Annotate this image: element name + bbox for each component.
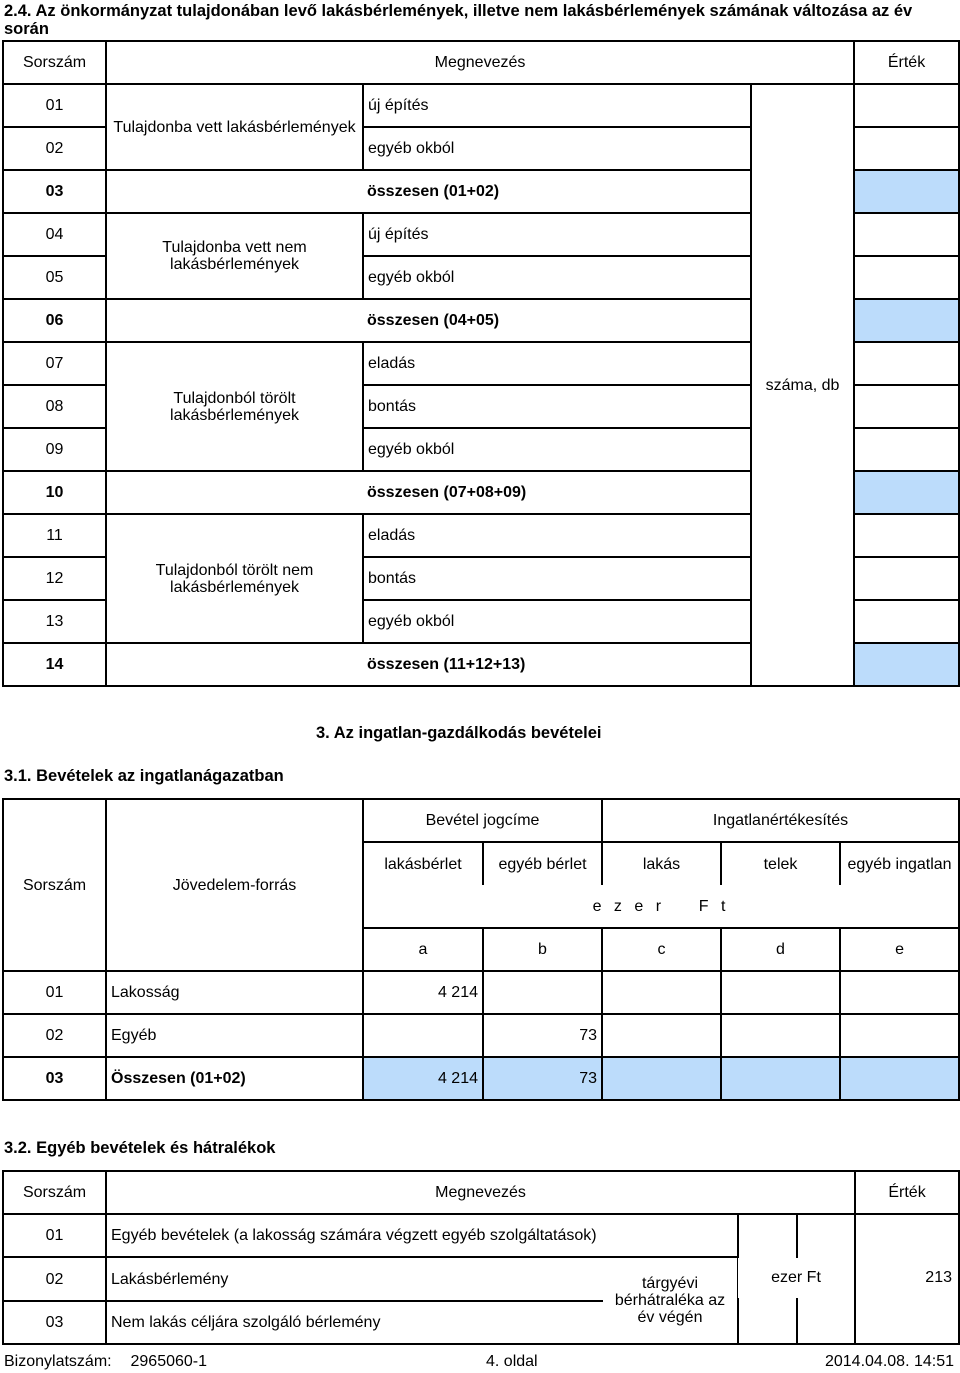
- bizonylat-number: 2965060-1: [130, 1353, 208, 1370]
- row-label: egyéb okból: [363, 256, 751, 299]
- value-cell-e[interactable]: [840, 1014, 959, 1057]
- row-number: 01: [3, 1214, 106, 1257]
- col-letter-b: b: [483, 928, 602, 971]
- row-label: egyéb okból: [363, 428, 751, 471]
- subsection-title-3-2: 3.2. Egyéb bevételek és hátralékok: [4, 1139, 276, 1157]
- group-label: Tulajdonba vett lakásbérlemények: [106, 84, 363, 170]
- value-cell-d[interactable]: [721, 971, 840, 1014]
- header-lakas: lakás: [602, 842, 721, 885]
- row-number: 10: [3, 471, 106, 514]
- row-label: egyéb okból: [363, 127, 751, 170]
- header-ertek: Érték: [855, 1171, 959, 1214]
- page-number: 4: [486, 1353, 495, 1370]
- value-cell[interactable]: [854, 342, 959, 385]
- value-cell-a[interactable]: [363, 1014, 483, 1057]
- row-label: bontás: [363, 557, 751, 600]
- row-number: 13: [3, 600, 106, 643]
- value-cell[interactable]: [854, 514, 959, 557]
- row-label: eladás: [363, 342, 751, 385]
- value-cell-c[interactable]: [602, 971, 721, 1014]
- row-number: 07: [3, 342, 106, 385]
- row-number: 01: [3, 84, 106, 127]
- value-cell-e[interactable]: [840, 1057, 959, 1100]
- header-telek: telek: [721, 842, 840, 885]
- row-label: új építés: [363, 84, 751, 127]
- row-label: Lakosság: [106, 971, 363, 1014]
- value-cell[interactable]: [854, 643, 959, 686]
- footer-timestamp: 2014.04.08. 14:51: [824, 1353, 954, 1370]
- header-ertek: Érték: [854, 41, 959, 84]
- table-row: [3, 971, 959, 1014]
- value-cell[interactable]: [854, 600, 959, 643]
- header-unit: e z e r F t: [363, 885, 959, 928]
- header-ertekesites: Ingatlanértékesítés: [602, 799, 959, 842]
- page-suffix: . oldal: [494, 1353, 538, 1370]
- row-number: 02: [3, 1014, 106, 1057]
- value-cell[interactable]: [854, 557, 959, 600]
- row-label: Összesen (01+02): [106, 1057, 363, 1100]
- value-cell[interactable]: [854, 428, 959, 471]
- row-label: új építés: [363, 213, 751, 256]
- value-cell[interactable]: [854, 385, 959, 428]
- bizonylat-label: Bizonylatszám:: [4, 1353, 112, 1370]
- value-cell-b[interactable]: 73: [483, 1014, 602, 1057]
- footer-page: [486, 1353, 538, 1371]
- unit-label: száma, db: [751, 84, 854, 686]
- value-cell[interactable]: [854, 84, 959, 127]
- header-egyeb-berlet: egyéb bérlet: [483, 842, 602, 885]
- header-sorszam: Sorszám: [3, 799, 106, 971]
- footer-left: [4, 1353, 207, 1371]
- group-label: Tulajdonból törölt nem lakásbérlemények: [106, 514, 363, 643]
- value-cell-b[interactable]: 73: [483, 1057, 602, 1100]
- value-cell[interactable]: [854, 170, 959, 213]
- value-cell-d[interactable]: [721, 1057, 840, 1100]
- value-cell[interactable]: [854, 256, 959, 299]
- revenue-table: [2, 798, 960, 1101]
- row-number: 06: [3, 299, 106, 342]
- row-label: összesen (11+12+13): [363, 643, 751, 686]
- col-letter-a: a: [363, 928, 483, 971]
- row-number: 09: [3, 428, 106, 471]
- header-sorszam: Sorszám: [3, 41, 106, 84]
- header-sorszam: Sorszám: [3, 1171, 106, 1214]
- row-label: összesen (01+02): [363, 170, 751, 213]
- table-row: [3, 1014, 959, 1057]
- hatralek-label: tárgyévi bérhátraléka az év végén: [603, 1257, 738, 1344]
- value-cell-d[interactable]: [721, 1014, 840, 1057]
- row-number: 03: [3, 1057, 106, 1100]
- row-label: Egyéb: [106, 1014, 363, 1057]
- page-title: 2.4. Az önkormányzat tulajdonában levő lakásbérlemények, illetve nem lakásbérlemények számának változása az év során: [4, 2, 913, 38]
- col-letter-d: d: [721, 928, 840, 971]
- row-number: 03: [3, 170, 106, 213]
- header-jogcim: Bevétel jogcíme: [363, 799, 602, 842]
- row-number: 05: [3, 256, 106, 299]
- value-cell-a[interactable]: 4 214: [363, 1057, 483, 1100]
- group-label: Tulajdonból törölt lakásbérlemények: [106, 342, 363, 471]
- row-label: összesen (07+08+09): [363, 471, 751, 514]
- table-row: [3, 1057, 959, 1100]
- row-number: 01: [3, 971, 106, 1014]
- header-megnevezes: Megnevezés: [106, 1171, 855, 1214]
- header-lakasberlet: lakásbérlet: [363, 842, 483, 885]
- value-cell[interactable]: [854, 213, 959, 256]
- header-megnevezes: Megnevezés: [106, 41, 854, 84]
- header-forras: Jövedelem-forrás: [106, 799, 363, 971]
- row-label: bontás: [363, 385, 751, 428]
- header-egyeb-ingatlan: egyéb ingatlan: [840, 842, 959, 885]
- row-label: Lakásbérlemény: [106, 1257, 603, 1301]
- row-number: 14: [3, 643, 106, 686]
- row-number: 02: [3, 1257, 106, 1301]
- unit-label: ezer Ft: [738, 1258, 854, 1298]
- table-row: [3, 1214, 959, 1257]
- row-number: 08: [3, 385, 106, 428]
- section-title: 3. Az ingatlan-gazdálkodás bevételei: [316, 724, 602, 742]
- value-cell-a[interactable]: 4 214: [363, 971, 483, 1014]
- value-cell[interactable]: 213: [856, 1258, 956, 1298]
- value-cell[interactable]: [854, 127, 959, 170]
- group-label: Tulajdonba vett nem lakásbérlemények: [106, 213, 363, 299]
- row-label: eladás: [363, 514, 751, 557]
- row-number: 12: [3, 557, 106, 600]
- value-cell-b[interactable]: [483, 971, 602, 1014]
- table-row: [3, 84, 959, 127]
- subsection-title-3-1: 3.1. Bevételek az ingatlanágazatban: [4, 767, 284, 785]
- value-cell-c[interactable]: [602, 1057, 721, 1100]
- row-number: 02: [3, 127, 106, 170]
- housing-change-table: [2, 40, 960, 687]
- row-label: Egyéb bevételek (a lakosság számára végzett egyéb szolgáltatások): [106, 1214, 738, 1257]
- value-cell-e[interactable]: [840, 971, 959, 1014]
- col-letter-e: e: [840, 928, 959, 971]
- col-letter-c: c: [602, 928, 721, 971]
- row-number: 11: [3, 514, 106, 557]
- value-cell[interactable]: [854, 299, 959, 342]
- row-number: 04: [3, 213, 106, 256]
- value-cell[interactable]: [854, 471, 959, 514]
- row-label: egyéb okból: [363, 600, 751, 643]
- row-number: 03: [3, 1301, 106, 1344]
- value-cell-c[interactable]: [602, 1014, 721, 1057]
- row-label: Nem lakás céljára szolgáló bérlemény: [106, 1301, 603, 1344]
- row-label: összesen (04+05): [363, 299, 751, 342]
